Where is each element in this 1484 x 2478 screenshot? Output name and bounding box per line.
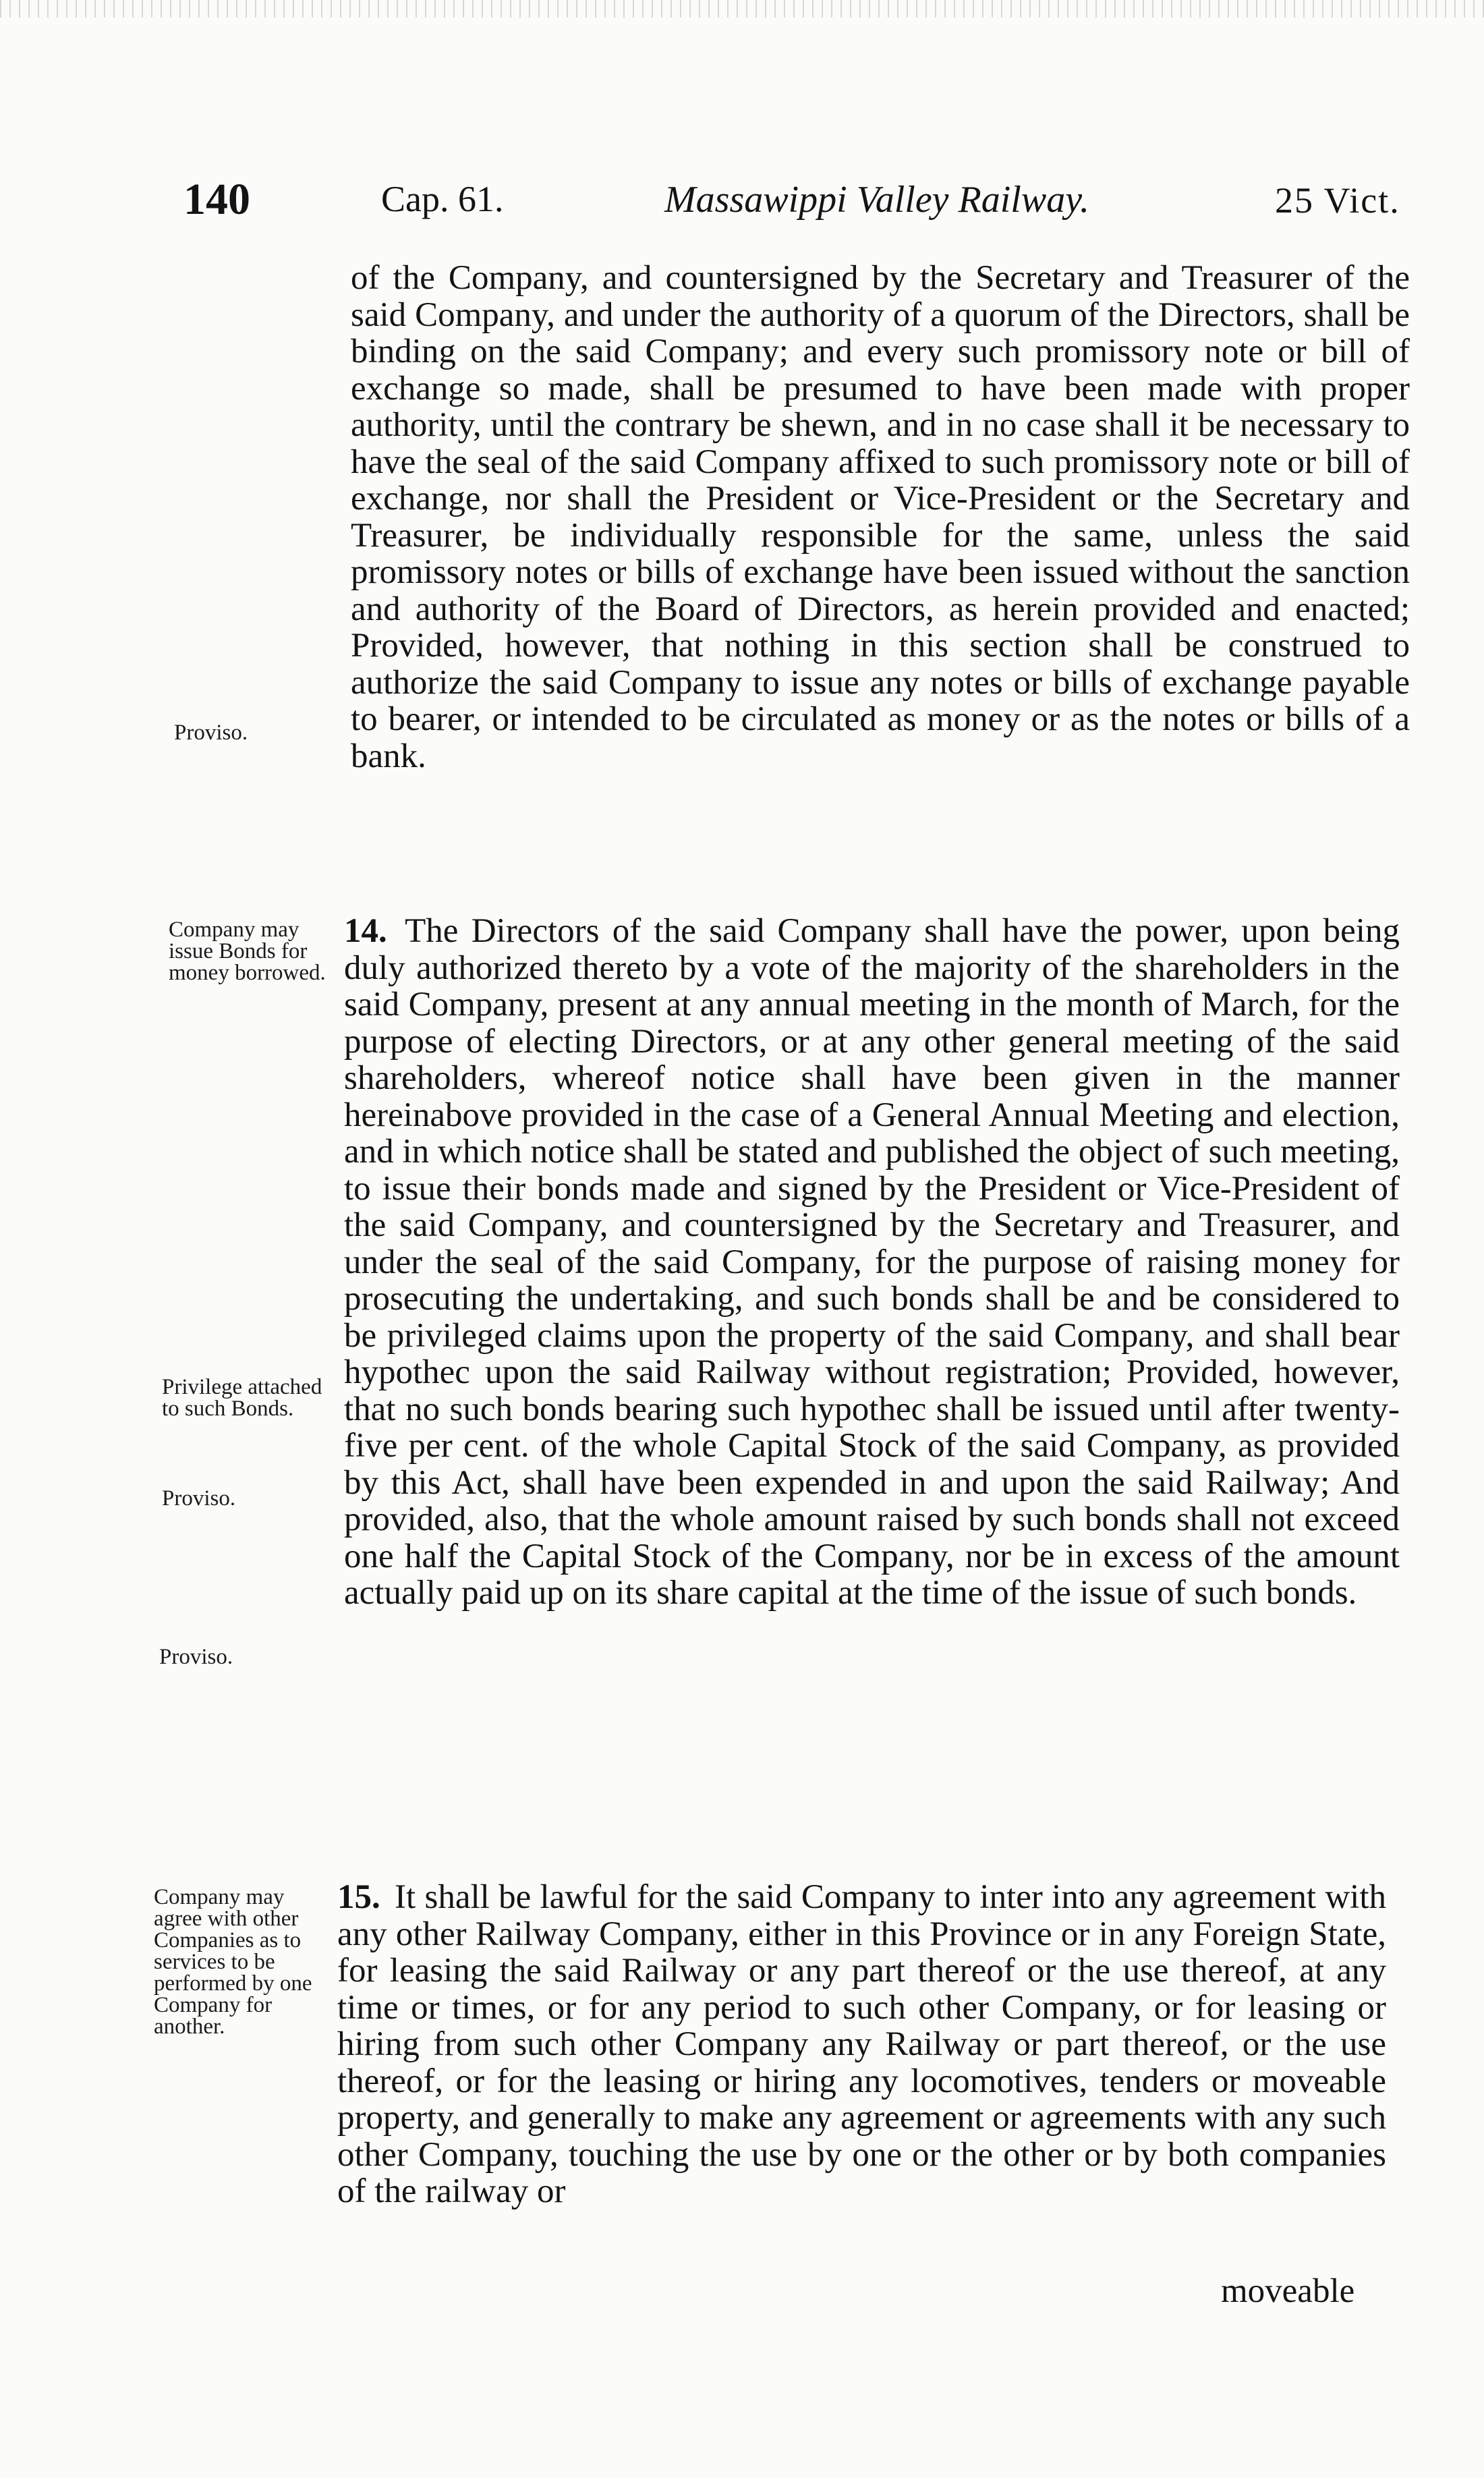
margin-note-proviso: Proviso. xyxy=(159,1645,233,1669)
continuation-block xyxy=(351,260,1410,775)
margin-note-company-bonds: Company may issue Bonds for money borrowed. xyxy=(169,918,326,985)
margin-note-proviso: Proviso. xyxy=(162,1486,236,1511)
chapter-label: Cap. 61. xyxy=(381,179,504,219)
regnal-year: 25 Vict. xyxy=(1275,180,1400,221)
section-14-block xyxy=(344,913,1400,1612)
section-15-paragraph xyxy=(337,1879,1386,2210)
margin-note-agreements: Company may agree with other Companies as to services to be performed by one Company for another. xyxy=(154,1885,312,2039)
running-header xyxy=(0,174,1484,228)
scan-edge-noise xyxy=(0,0,1484,18)
continuation-paragraph: of the Company, and countersigned by the Secretary and Treasurer of the said Company, and under the authority of a quorum of the Directors, shall be binding on the said Company; and every such promissory note or bill of exchange so made, shall be presumed to have been made with proper authority, until the contrary be shewn, and in no case shall it be necessary to have the seal of the said Company affixed to such promissory note or bill of exchange, nor shall the President or Vice-President or the Secretary and Treasurer, be individually responsible for the same, unless the said promissory notes or bills of exchange have been issued without the sanction and authority of the Board of Directors, as herein provided and enacted; Provided, however, that nothing in this section shall be construed to authorize the said Company to issue any notes or bills of exchange payable to bearer, or intended to be circulated as money or as the notes or bills of a bank. xyxy=(351,259,1410,775)
section-15-block xyxy=(337,1879,1386,2210)
section-15-number: 15. xyxy=(337,1878,380,1916)
section-14-number: 14. xyxy=(344,912,387,950)
catchword: moveable xyxy=(1221,2272,1355,2310)
section-15-text: It shall be lawful for the said Company to inter into any agreement with any other Railway Company, either in this Province or in any Foreign State, for leasing the said Railway or any part thereof or the use thereof, at any time or times, or for any period to such other Company, or for leasing or hiring from such other Company any Railway or part thereof, or the use thereof, or for the leasing or hiring any locomotives, tenders or moveable property, and generally to make any agreement or agreements with any such other Company, touching the use by one or the other or by both companies of the railway or xyxy=(337,1878,1387,2210)
margin-note-proviso: Proviso. xyxy=(174,721,248,745)
section-14-text: The Directors of the said Company shall have the power, upon being duly authorized thereto by a vote of the majority of the shareholders in the said Company, present at any annual meeting in the month of March, for the purpose of electing Directors, or at any other general meeting of the said shareholders, whereof notice shall have been given in the manner hereinabove provided in the case of a General Annual Meeting and election, and in which notice shall be stated and published the object of such meeting, to issue their bonds made and signed by the President or Vice-President of the said Company, and countersigned by the Secretary and Treasurer, and under the seal of the said Company, for the purpose of raising money for prosecuting the undertaking, and such bonds shall be and be considered to be privileged claims upon the property of the said Company, and shall bear hypothec upon the said Railway without registration; Provided, however, that no such bonds bearing such hypothec shall be issued until after twenty-five per cent. of the whole Capital Stock of the said Company, as provided by this Act, shall have been expended in and upon the said Railway; And provided, also, that the whole amount raised by such bonds shall not exceed one half the Capital Stock of the Company, nor be in excess of the amount actually paid up on its share capital at the time of the issue of such bonds. xyxy=(344,912,1400,1612)
page-number: 140 xyxy=(183,175,250,224)
section-14-paragraph xyxy=(344,913,1400,1612)
margin-note-privilege: Privilege attached to such Bonds. xyxy=(162,1375,322,1421)
act-title: Massawippi Valley Railway. xyxy=(664,179,1089,221)
